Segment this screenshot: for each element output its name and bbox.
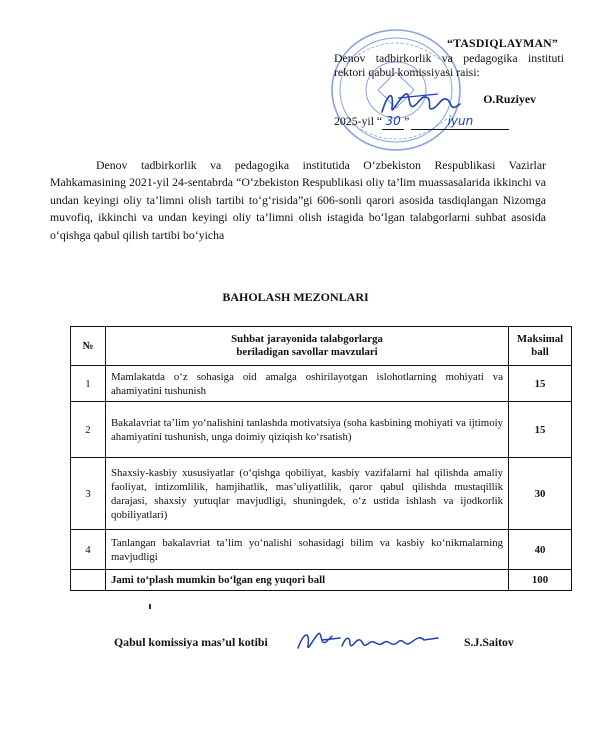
- row-number: 4: [71, 530, 106, 570]
- rector-signature: [378, 86, 464, 120]
- scan-speck: [149, 604, 151, 609]
- table-total-row: [71, 570, 572, 591]
- approval-heading: “TASDIQLAYMAN”: [447, 36, 558, 50]
- header-topic-line2: beriladigan savollar mavzulari: [236, 346, 378, 358]
- table-row: [71, 402, 572, 458]
- approver-role: Denov tadbirkorlik va pedagogika instituti rektori qabul komissiyasi raisi:: [334, 50, 564, 80]
- date-middle: ”: [404, 114, 410, 129]
- header-max-line1: Maksimal: [516, 333, 564, 345]
- row-number: 2: [71, 402, 106, 458]
- total-score: 100: [509, 570, 572, 591]
- row-score: 30: [509, 458, 572, 530]
- approver-name: O.Ruziyev: [483, 91, 536, 106]
- header-number: №: [71, 327, 106, 366]
- date-prefix: 2025-yil “: [334, 114, 383, 129]
- table-row: [71, 530, 572, 570]
- header-topic-line1: Suhbat jarayonida talabgorlarga: [231, 333, 383, 345]
- row-topic: Shaxsiy-kasbiy xususiyatlar (o‘qishga qobiliyat, kasbiy vazifalarni hal qilishda amaliy faoliyat, intizomlilik, hamjihatlik, mas’uliyatlilik, qaror qabul qilishda mustaqillik darajasi, shaxsiy yutuqlar mavjudligi, shuningdek, o‘z ustida ishlash va ijodkorlik qobiliyatlari): [106, 458, 509, 530]
- total-label: Jami to‘plash mumkin bo‘lgan eng yuqori ball: [106, 570, 509, 591]
- date-month: iyun: [411, 114, 509, 130]
- row-topic: Tanlangan bakalavriat ta’lim yo‘nalishi sohasidagi bilim va kasbiy ko‘nikmalarning mavjudligi: [106, 530, 509, 570]
- total-empty-cell: [71, 570, 106, 591]
- row-score: 15: [509, 366, 572, 402]
- criteria-table: [70, 326, 572, 591]
- header-max-score: [509, 327, 572, 366]
- header-max-line2: ball: [531, 346, 549, 358]
- document-title: BAHOLASH MEZONLARI: [222, 290, 369, 304]
- table-header-row: [71, 327, 572, 366]
- row-topic: Mamlakatda o‘z sohasiga oid amalga oshirilayotgan islohotlarning mohiyati va ahamiyatini tushunish: [106, 366, 509, 402]
- table-row: [71, 366, 572, 402]
- secretary-signature: [292, 624, 442, 658]
- intro-paragraph: Denov tadbirkorlik va pedagogika institutida O‘zbekiston Respublikasi Vazirlar Mahkamasining 2021-yil 24-sentabrda “O‘zbekiston Respublikasi oliy ta’lim muassasalarida ikkinchi va undan keyingi oliy ta’limni olish tartibi to‘g‘risida”gi 606-sonli qarori asosida tasdiqlangan Nizomga muvofiq, ikkinchi va undan keyingi oliy ta’limni olish istagida bo‘lgan talabgorlarni suhbat asosida o‘qishga qabul qilish tartibi bo‘yicha: [50, 158, 546, 242]
- secretary-title: Qabul komissiya mas’ul kotibi: [114, 635, 268, 649]
- row-topic: Bakalavriat ta’lim yo‘nalishini tanlashda motivatsiya (soha kasbining mohiyati va ijtimoiy ahamiyatini tushunish, unga doimiy qiziqish ko‘rsatish): [106, 402, 509, 458]
- secretary-name: S.J.Saitov: [464, 635, 514, 649]
- row-score: 15: [509, 402, 572, 458]
- row-number: 1: [71, 366, 106, 402]
- row-number: 3: [71, 458, 106, 530]
- date-day: 30: [382, 114, 404, 130]
- table-row: [71, 458, 572, 530]
- header-topic: [106, 327, 509, 366]
- row-score: 40: [509, 530, 572, 570]
